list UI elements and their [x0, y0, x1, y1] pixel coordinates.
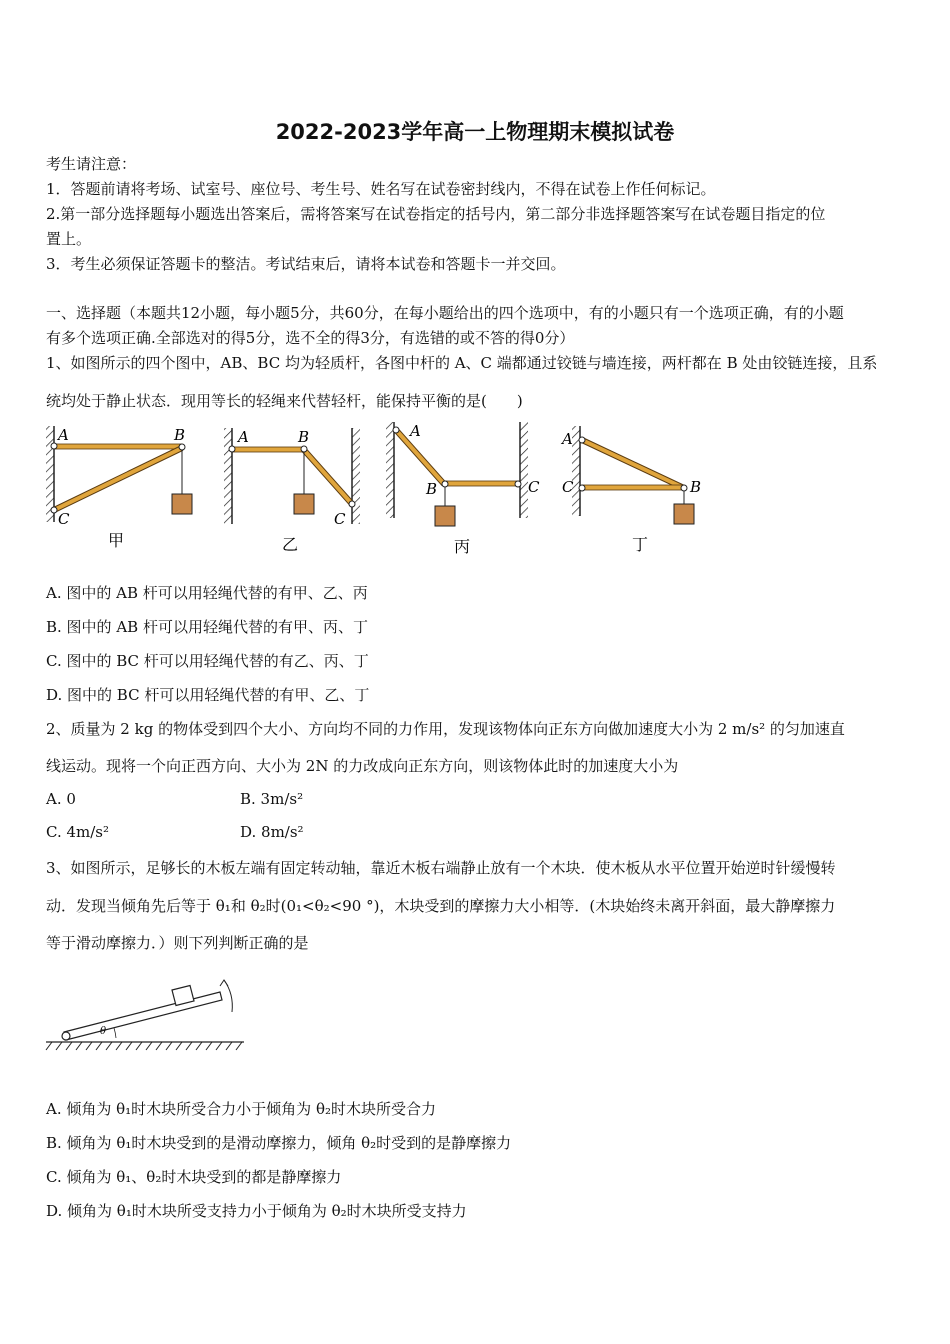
q1-option-d: D. 图中的 BC 杆可以用轻绳代替的有甲、乙、丁	[46, 686, 370, 704]
question-3-stem: 动．发现当倾角先后等于 θ₁和 θ₂时(0₁<θ₂<90 °)，木块受到的摩擦力大小相等．(木块始终未离开斜面，最大静摩擦力	[46, 897, 836, 915]
section-instructions: 有多个选项正确.全部选对的得5分，选不全的得3分，有选错的或不答的得0分）	[46, 329, 575, 347]
notice-item: 3．考生必须保证答题卡的整洁。考试结束后，请将本试卷和答题卡一并交回。	[46, 255, 566, 273]
question-2-stem: 线运动。现将一个向正西方向、大小为 2N 的力改成向正东方向，则该物体此时的加速度大小为	[46, 757, 679, 775]
question-2-stem: 2、质量为 2 kg 的物体受到四个大小、方向均不同的力作用，发现该物体向正东方向做加速度大小为 2 m/s² 的匀加速直	[46, 720, 845, 738]
question-1-stem: 1、如图所示的四个图中，AB、BC 均为轻质杆，各图中杆的 A、C 端都通过铰链与墙连接，两杆都在 B 处由铰链连接，且系	[46, 354, 878, 372]
figure-yi	[224, 428, 360, 554]
caption-bing: 丙	[454, 537, 471, 556]
label-a: A	[58, 426, 69, 444]
label-a: A	[238, 428, 249, 446]
q2-option-c: C. 4m/s²	[46, 823, 110, 841]
question-1-stem: 统均处于静止状态．现用等长的轻绳来代替轻杆，能保持平衡的是( )	[46, 392, 523, 410]
label-a: A	[562, 430, 573, 448]
question-1-figures	[40, 418, 740, 560]
q2-option-a: A. 0	[46, 790, 76, 808]
question-3-stem: 3、如图所示，足够长的木板左端有固定转动轴，靠近木板右端静止放有一个木块．使木板从水平位置开始逆时针缓慢转	[46, 859, 836, 877]
figure-jia	[46, 426, 192, 550]
notice-item: 1．答题前请将考场、试室号、座位号、考生号、姓名写在试卷密封线内，不得在试卷上作任何标记。	[46, 180, 716, 198]
question-3-figure	[44, 976, 254, 1058]
q3-option-b: B. 倾角为 θ₁时木块受到的是滑动摩擦力，倾角 θ₂时受到的是静摩擦力	[46, 1134, 512, 1152]
label-a: A	[410, 422, 421, 440]
caption-jia: 甲	[108, 531, 125, 550]
label-b: B	[174, 426, 186, 444]
q3-option-c: C. 倾角为 θ₁、θ₂时木块受到的都是静摩擦力	[46, 1168, 342, 1186]
question-3-stem: 等于滑动摩擦力．）则下列判断正确的是	[46, 934, 309, 952]
label-b: B	[298, 428, 310, 446]
page-title: 2022-2023学年高一上物理期末模拟试卷	[275, 120, 675, 144]
caption-yi: 乙	[282, 535, 299, 554]
notice-item: 2.第一部分选择题每小题选出答案后，需将答案写在试卷指定的括号内，第二部分非选择题答案写在试卷题目指定的位	[46, 205, 826, 223]
notice-item: 置上。	[46, 230, 92, 248]
label-c: C	[562, 478, 574, 496]
q1-option-a: A. 图中的 AB 杆可以用轻绳代替的有甲、乙、丙	[46, 584, 368, 602]
figure-bing	[386, 422, 540, 556]
q3-option-d: D. 倾角为 θ₁时木块所受支持力小于倾角为 θ₂时木块所受支持力	[46, 1202, 467, 1220]
label-c: C	[528, 478, 540, 496]
q1-option-c: C. 图中的 BC 杆可以用轻绳代替的有乙、丙、丁	[46, 652, 369, 670]
figure-ding	[560, 426, 701, 554]
q3-option-a: A. 倾角为 θ₁时木块所受合力小于倾角为 θ₂时木块所受合力	[46, 1100, 436, 1118]
label-c: C	[58, 510, 70, 528]
label-b: B	[426, 480, 438, 498]
label-b: B	[690, 478, 702, 496]
q2-option-d: D. 8m/s²	[240, 823, 304, 841]
q2-option-b: B. 3m/s²	[240, 790, 304, 808]
q1-option-b: B. 图中的 AB 杆可以用轻绳代替的有甲、丙、丁	[46, 618, 368, 636]
theta-label: θ	[100, 1026, 107, 1037]
label-c: C	[334, 510, 346, 528]
section-instructions: 一、选择题（本题共12小题，每小题5分，共60分，在每小题给出的四个选项中，有的小题只有一个选项正确，有的小题	[46, 304, 844, 322]
notice-heading: 考生请注意：	[46, 155, 137, 173]
caption-ding: 丁	[632, 535, 649, 554]
